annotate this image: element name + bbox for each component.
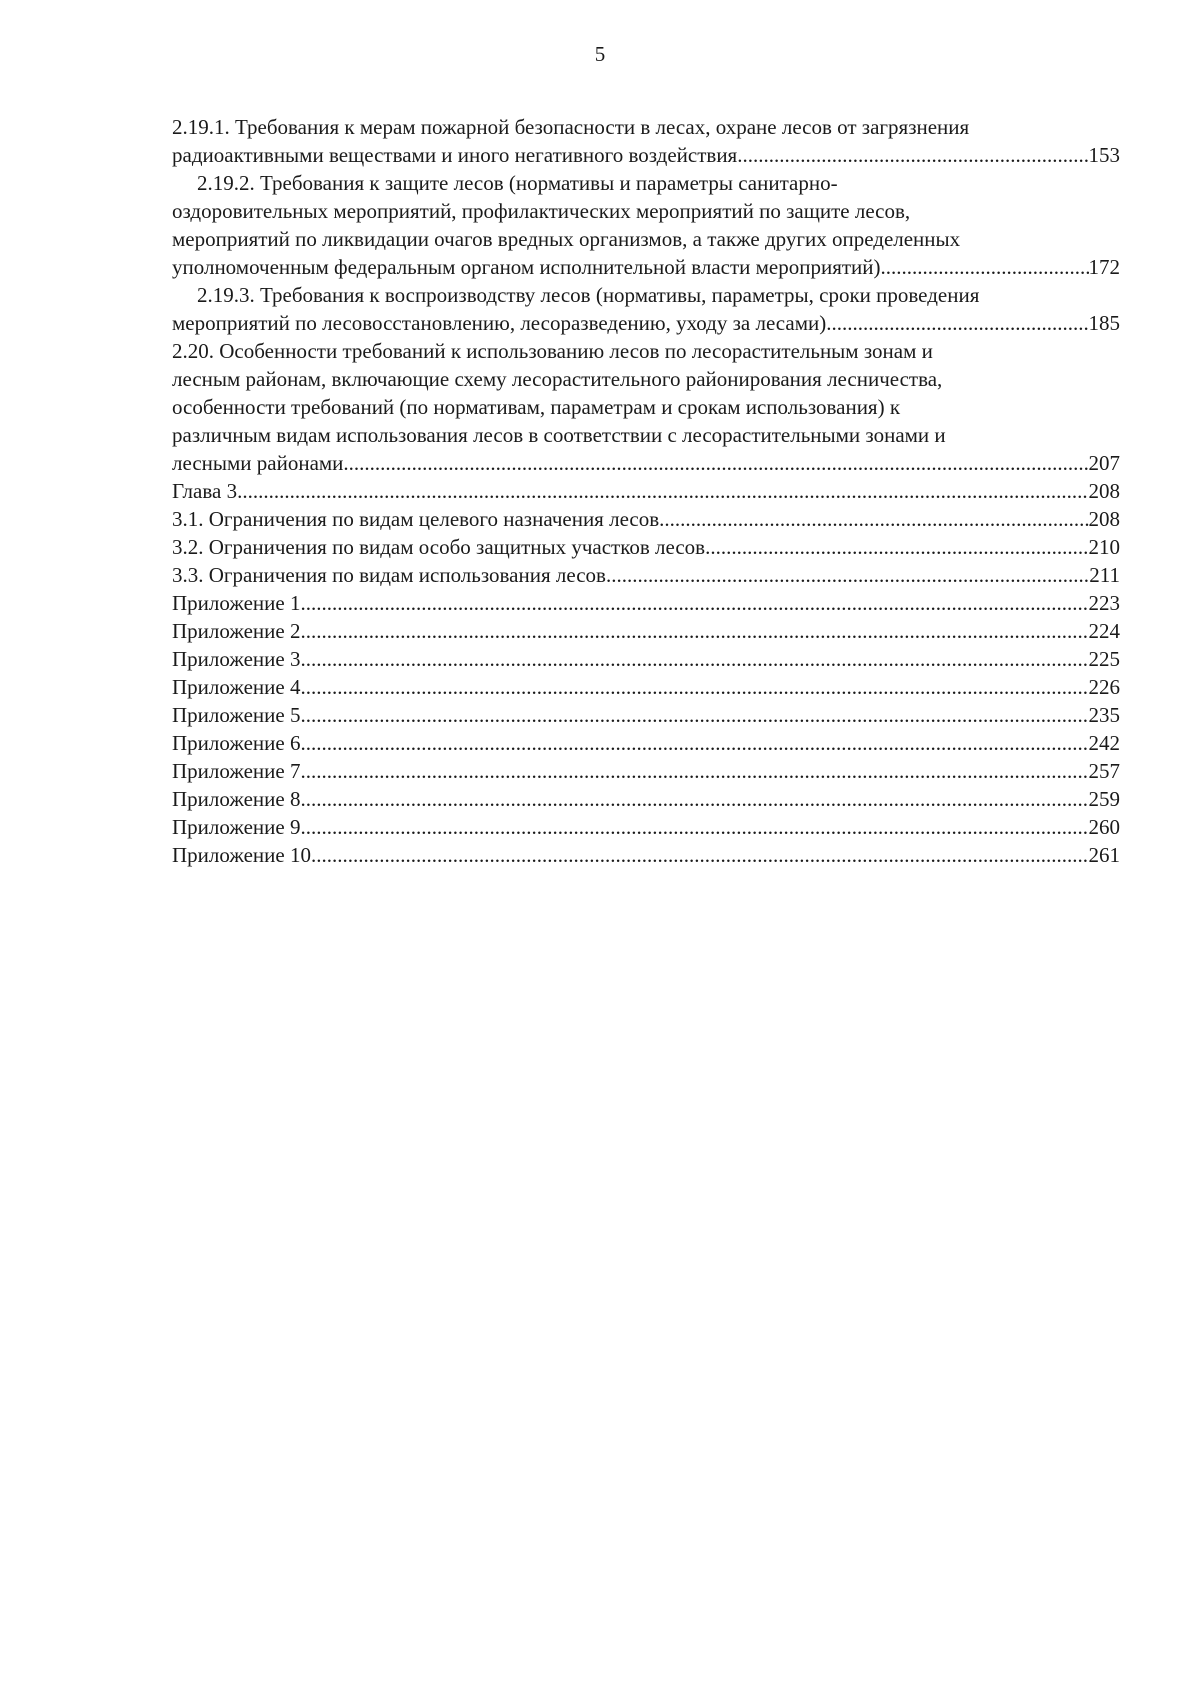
toc-entry-last-line xyxy=(172,617,1120,645)
dot-leader xyxy=(300,729,1088,757)
toc-entry[interactable] xyxy=(172,561,1120,589)
toc-entry-page-number: 261 xyxy=(1088,843,1120,867)
toc-entry-line: особенности требований (по нормативам, параметрам и срокам использования) к xyxy=(172,395,901,419)
toc-entry-line: лесным районам, включающие схему лесорастительного районирования лесничества, xyxy=(172,367,943,391)
page-number: 5 xyxy=(594,42,606,66)
toc-entry-page-number: 242 xyxy=(1088,731,1120,755)
toc-entry-page-number: 257 xyxy=(1088,759,1120,783)
dot-leader xyxy=(705,533,1088,561)
toc-entry[interactable] xyxy=(172,701,1120,729)
toc-entry-page-number: 185 xyxy=(1088,311,1120,335)
toc-entry-title: уполномоченным федеральным органом исполнительной власти мероприятий) xyxy=(172,255,881,279)
dot-leader xyxy=(300,645,1088,673)
toc-entry[interactable] xyxy=(172,645,1120,673)
toc-entry-title: Приложение 8 xyxy=(172,787,301,811)
toc-entry-line: 2.19.1. Требования к мерам пожарной безопасности в лесах, охране лесов от загрязнения xyxy=(172,115,970,139)
toc-entry-last-line xyxy=(172,645,1120,673)
toc-entry-page-number: 226 xyxy=(1088,675,1120,699)
toc-entry[interactable] xyxy=(172,281,1120,337)
toc-entry[interactable] xyxy=(172,841,1120,869)
toc-entry-title: Приложение 6 xyxy=(172,731,301,755)
toc-entry[interactable] xyxy=(172,113,1120,169)
toc-entry-last-line xyxy=(172,253,1120,281)
toc-entry-page-number: 208 xyxy=(1088,507,1120,531)
toc-entry-last-line xyxy=(172,701,1120,729)
toc-entry-title: радиоактивными веществами и иного негативного воздействия xyxy=(172,143,738,167)
toc-entry-title: мероприятий по лесовосстановлению, лесоразведению, уходу за лесами) xyxy=(172,311,827,335)
toc-entry-page-number: 211 xyxy=(1089,563,1120,587)
toc-entry-page-number: 259 xyxy=(1088,787,1120,811)
dot-leader xyxy=(826,309,1088,337)
toc-entry-last-line xyxy=(172,841,1120,869)
toc-entry-page-number: 224 xyxy=(1088,619,1120,643)
toc-entry[interactable] xyxy=(172,673,1120,701)
dot-leader xyxy=(300,757,1088,785)
toc-entry-last-line xyxy=(172,813,1120,841)
dot-leader xyxy=(606,561,1089,589)
dot-leader xyxy=(737,141,1088,169)
toc-entry-title: 3.3. Ограничения по видам использования лесов xyxy=(172,563,606,587)
toc-entry-line: 2.20. Особенности требований к использованию лесов по лесорастительным зонам и xyxy=(172,339,933,363)
toc-entry-title: 3.2. Ограничения по видам особо защитных участков лесов xyxy=(172,535,706,559)
toc-entry-title: Приложение 9 xyxy=(172,815,301,839)
toc-entry-title: Приложение 3 xyxy=(172,647,301,671)
toc-entry-last-line xyxy=(172,141,1120,169)
toc-entry-title: Приложение 4 xyxy=(172,675,301,699)
toc-entry[interactable] xyxy=(172,589,1120,617)
dot-leader xyxy=(300,701,1088,729)
toc-entry[interactable] xyxy=(172,533,1120,561)
toc-entry-page-number: 207 xyxy=(1088,451,1120,475)
toc-entry-last-line xyxy=(172,757,1120,785)
dot-leader xyxy=(300,673,1088,701)
toc-entry-last-line xyxy=(172,533,1120,561)
toc-entry-last-line xyxy=(172,729,1120,757)
dot-leader xyxy=(300,785,1088,813)
dot-leader xyxy=(343,449,1088,477)
toc-entry-title: Приложение 7 xyxy=(172,759,301,783)
toc-entry-line: оздоровительных мероприятий, профилактических мероприятий по защите лесов, xyxy=(172,199,911,223)
toc-entry-title: Приложение 2 xyxy=(172,619,301,643)
toc-entry-last-line xyxy=(172,449,1120,477)
dot-leader xyxy=(242,477,1088,505)
toc-entry-page-number: 208 xyxy=(1088,479,1120,503)
toc-entry-last-line xyxy=(172,477,1120,505)
dot-leader xyxy=(311,841,1089,869)
toc-entry-title: Приложение 1 xyxy=(172,591,301,615)
toc-entry-title: Глава 3. xyxy=(172,479,243,503)
toc-entry-page-number: 172 xyxy=(1088,255,1120,279)
toc-entry-title: Приложение 10 xyxy=(172,843,311,867)
toc-entry[interactable] xyxy=(172,337,1120,477)
toc-entry[interactable] xyxy=(172,169,1120,281)
toc-entry[interactable] xyxy=(172,617,1120,645)
toc-entry-last-line xyxy=(172,309,1120,337)
toc-entry-page-number: 235 xyxy=(1088,703,1120,727)
toc-entry[interactable] xyxy=(172,785,1120,813)
dot-leader xyxy=(300,813,1088,841)
toc-entry-title: 3.1. Ограничения по видам целевого назначения лесов xyxy=(172,507,660,531)
dot-leader xyxy=(300,589,1088,617)
toc-entry-line: мероприятий по ликвидации очагов вредных организмов, а также других определенных xyxy=(172,227,961,251)
toc-entry-last-line xyxy=(172,785,1120,813)
toc-entry[interactable] xyxy=(172,505,1120,533)
toc-entry-page-number: 153 xyxy=(1088,143,1120,167)
toc-entry-last-line xyxy=(172,505,1120,533)
toc-entry-page-number: 223 xyxy=(1088,591,1120,615)
toc-entry-page-number: 260 xyxy=(1088,815,1120,839)
toc-entry[interactable] xyxy=(172,729,1120,757)
table-of-contents xyxy=(172,113,1120,869)
toc-entry-line: 2.19.3. Требования к воспроизводству лесов (нормативы, параметры, сроки проведения xyxy=(197,283,980,307)
toc-entry-page-number: 210 xyxy=(1088,535,1120,559)
toc-entry-title: лесными районами xyxy=(172,451,344,475)
dot-leader xyxy=(300,617,1088,645)
toc-entry[interactable] xyxy=(172,477,1120,505)
toc-entry-line: 2.19.2. Требования к защите лесов (нормативы и параметры санитарно- xyxy=(197,171,838,195)
toc-entry-page-number: 225 xyxy=(1088,647,1120,671)
toc-entry-last-line xyxy=(172,673,1120,701)
dot-leader xyxy=(659,505,1088,533)
toc-entry[interactable] xyxy=(172,757,1120,785)
toc-entry-last-line xyxy=(172,561,1120,589)
toc-entry[interactable] xyxy=(172,813,1120,841)
toc-entry-last-line xyxy=(172,589,1120,617)
toc-entry-line: различным видам использования лесов в соответствии с лесорастительными зонами и xyxy=(172,423,946,447)
toc-entry-title: Приложение 5 xyxy=(172,703,301,727)
dot-leader xyxy=(881,253,1089,281)
